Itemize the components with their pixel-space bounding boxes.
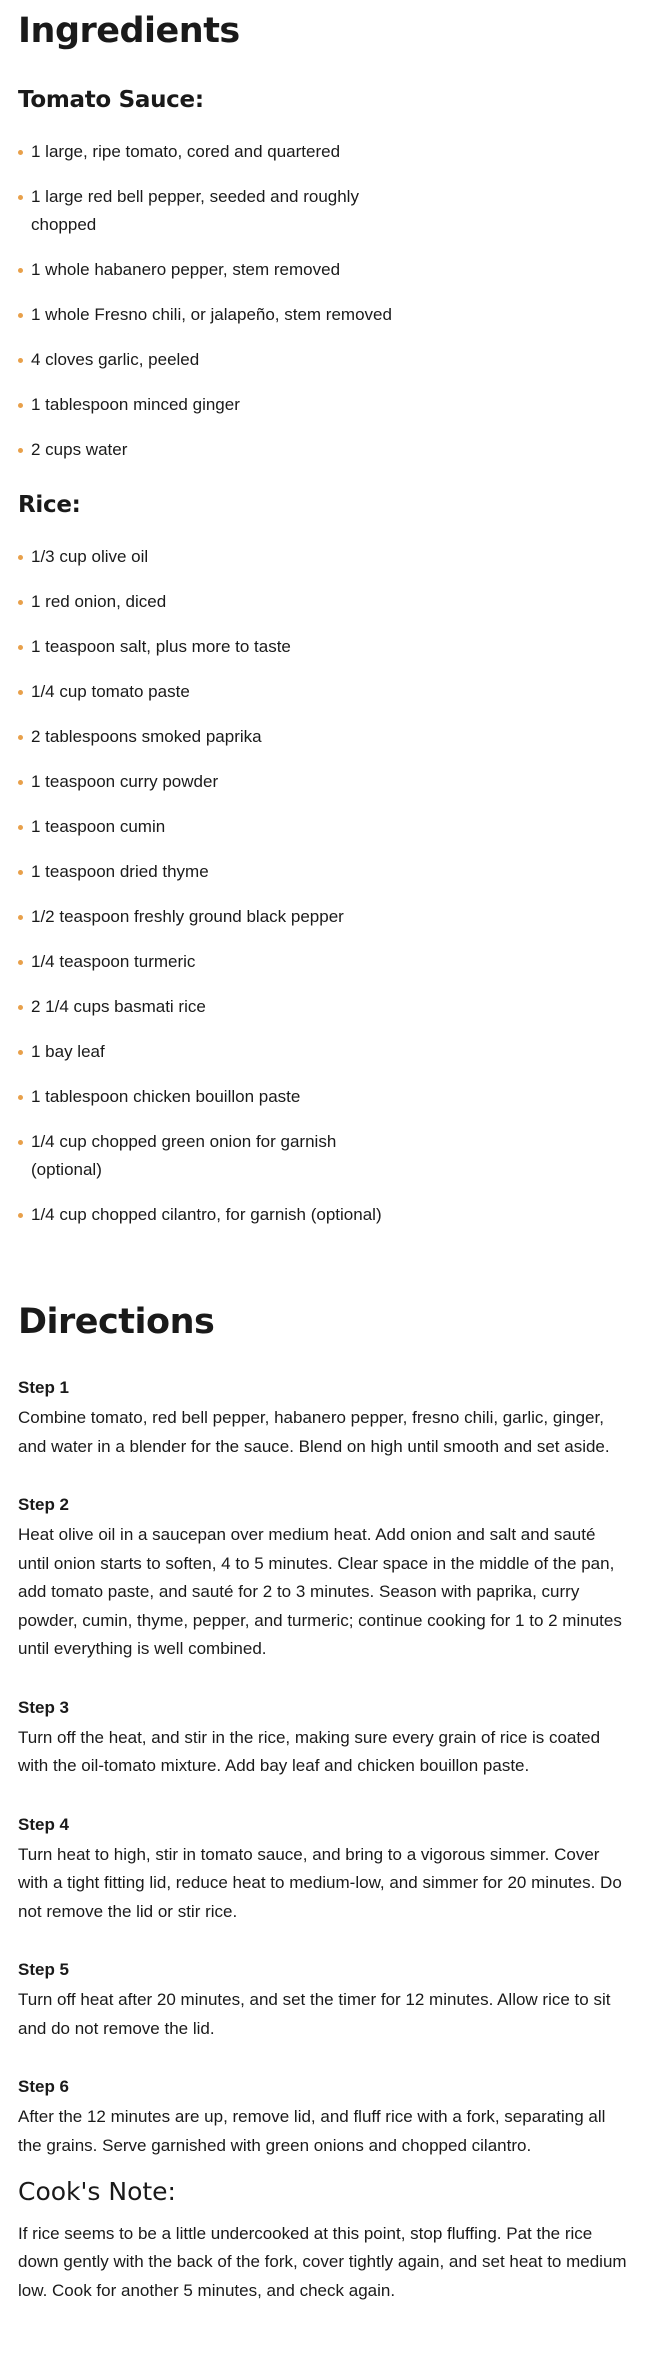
ingredient-item — [18, 1083, 398, 1111]
ingredient-group-title: Tomato Sauce: — [18, 87, 204, 113]
bullet-dot-icon — [18, 960, 23, 965]
bullet-dot-icon — [18, 645, 23, 650]
ingredient-item — [18, 301, 398, 329]
cooks-note-heading: Cook's Note: — [18, 2177, 176, 2206]
step-text: Turn heat to high, stir in tomato sauce, and bring to a vigorous simmer. Cover with a tight fitting lid, reduce heat to medium-low, and simmer for 20 minutes. Do not remove the lid or stir rice. — [18, 1844, 622, 1921]
bullet-dot-icon — [18, 870, 23, 875]
ingredient-item — [18, 813, 398, 841]
ingredient-text: 2 1/4 cups basmati rice — [31, 997, 206, 1016]
ingredient-text: 1 teaspoon cumin — [31, 817, 166, 836]
direction-step — [18, 1493, 654, 1664]
bullet-dot-icon — [18, 1140, 23, 1145]
ingredient-text: 1/4 cup chopped cilantro, for garnish (optional) — [31, 1205, 382, 1224]
step-text: Turn off the heat, and stir in the rice, making sure every grain of rice is coated with the oil-tomato mixture. Add bay leaf and chicken bouillon paste. — [18, 1727, 601, 1775]
ingredient-text: 1 large, ripe tomato, cored and quartered — [31, 142, 341, 161]
ingredient-item — [18, 678, 398, 706]
direction-step — [18, 1376, 654, 1461]
step-label: Step 1 — [18, 1378, 70, 1397]
ingredient-list — [18, 543, 398, 1229]
ingredient-item — [18, 993, 398, 1021]
ingredient-item — [18, 1128, 398, 1184]
ingredient-item — [18, 346, 398, 374]
ingredient-item — [18, 588, 398, 616]
ingredient-item — [18, 723, 398, 751]
bullet-dot-icon — [18, 600, 23, 605]
recipe-content — [18, 11, 654, 2305]
step-label: Step 6 — [18, 2077, 70, 2096]
ingredient-text: 1 teaspoon salt, plus more to taste — [31, 637, 291, 656]
bullet-dot-icon — [18, 268, 23, 273]
bullet-dot-icon — [18, 735, 23, 740]
step-text: Heat olive oil in a saucepan over medium heat. Add onion and salt and sauté until onion starts to soften, 4 to 5 minutes. Clear space in the middle of the pan, add tomato paste, and sauté for 2 to 3 minutes. Season with paprika, curry powder, cumin, thyme, pepper, and turmeric; continue cooking for 1 to 2 minutes until everything is well combined. — [18, 1525, 622, 1658]
ingredient-text: 1 teaspoon dried thyme — [31, 862, 209, 881]
step-label: Step 3 — [18, 1697, 70, 1717]
ingredient-text: 1 whole Fresno chili, or jalapeño, stem removed — [31, 305, 392, 324]
bullet-dot-icon — [18, 555, 23, 560]
ingredient-item — [18, 768, 398, 796]
ingredient-item — [18, 391, 398, 419]
ingredient-text: 1/2 teaspoon freshly ground black pepper — [31, 907, 344, 926]
ingredient-text: 1 tablespoon chicken bouillon paste — [31, 1087, 301, 1106]
direction-step — [18, 1813, 654, 1927]
ingredient-item — [18, 543, 398, 571]
cooks-note-text: If rice seems to be a little undercooked at this point, stop fluffing. Pat the rice down gently with the back of the fork, cover tightly again, and set heat to medium low. Cook for another 5 minutes, and check again. — [18, 2223, 627, 2300]
bullet-dot-icon — [18, 1213, 23, 1218]
ingredient-item — [18, 1201, 398, 1229]
ingredient-list — [18, 138, 398, 464]
ingredient-item — [18, 138, 398, 166]
ingredient-text: 1 large red bell pepper, seeded and roughly chopped — [31, 187, 359, 234]
step-text: Combine tomato, red bell pepper, habanero pepper, fresno chili, garlic, ginger, and water in a blender for the sauce. Blend on high until smooth and set aside. — [18, 1408, 610, 1456]
ingredient-item — [18, 948, 398, 976]
step-text: Turn off heat after 20 minutes, and set the timer for 12 minutes. Allow rice to sit and do not remove the lid. — [18, 1990, 611, 2038]
ingredient-text: 1 teaspoon curry powder — [31, 772, 219, 791]
ingredient-text: 1 tablespoon minced ginger — [31, 395, 240, 414]
bullet-dot-icon — [18, 825, 23, 830]
bullet-dot-icon — [18, 1095, 23, 1100]
ingredient-text: 4 cloves garlic, peeled — [31, 350, 200, 369]
ingredient-item — [18, 903, 398, 931]
bullet-dot-icon — [18, 195, 23, 200]
ingredient-item — [18, 633, 398, 661]
direction-step — [18, 1958, 654, 2043]
directions-steps — [18, 1376, 654, 2160]
ingredient-text: 1/4 cup chopped green onion for garnish (optional) — [31, 1132, 337, 1179]
bullet-dot-icon — [18, 1005, 23, 1010]
ingredient-text: 2 tablespoons smoked paprika — [31, 727, 262, 746]
ingredient-item — [18, 256, 398, 284]
bullet-dot-icon — [18, 780, 23, 785]
bullet-dot-icon — [18, 690, 23, 695]
ingredient-text: 2 cups water — [31, 440, 128, 459]
step-label: Step 2 — [18, 1495, 70, 1514]
step-label: Step 5 — [18, 1960, 70, 1979]
ingredient-item — [18, 1038, 398, 1066]
ingredient-group-title: Rice: — [18, 492, 81, 518]
ingredient-text: 1/4 cup tomato paste — [31, 682, 190, 701]
bullet-dot-icon — [18, 1050, 23, 1055]
ingredient-item — [18, 436, 398, 464]
bullet-dot-icon — [18, 358, 23, 363]
ingredient-text: 1 red onion, diced — [31, 592, 167, 611]
ingredient-item — [18, 183, 398, 239]
step-text: After the 12 minutes are up, remove lid, and fluff rice with a fork, separating all the grains. Serve garnished with green onions and chopped cilantro. — [18, 2107, 606, 2155]
direction-step — [18, 2075, 654, 2160]
ingredient-text: 1 bay leaf — [31, 1042, 105, 1061]
ingredients-heading: Ingredients — [18, 11, 240, 51]
bullet-dot-icon — [18, 403, 23, 408]
ingredient-item — [18, 858, 398, 886]
step-label: Step 4 — [18, 1814, 70, 1834]
bullet-dot-icon — [18, 915, 23, 920]
ingredient-text: 1/4 teaspoon turmeric — [31, 952, 196, 971]
ingredient-text: 1/3 cup olive oil — [31, 547, 149, 566]
bullet-dot-icon — [18, 313, 23, 318]
ingredient-text: 1 whole habanero pepper, stem removed — [31, 260, 341, 279]
bullet-dot-icon — [18, 150, 23, 155]
direction-step — [18, 1696, 654, 1781]
directions-heading: Directions — [18, 1302, 215, 1342]
bullet-dot-icon — [18, 448, 23, 453]
